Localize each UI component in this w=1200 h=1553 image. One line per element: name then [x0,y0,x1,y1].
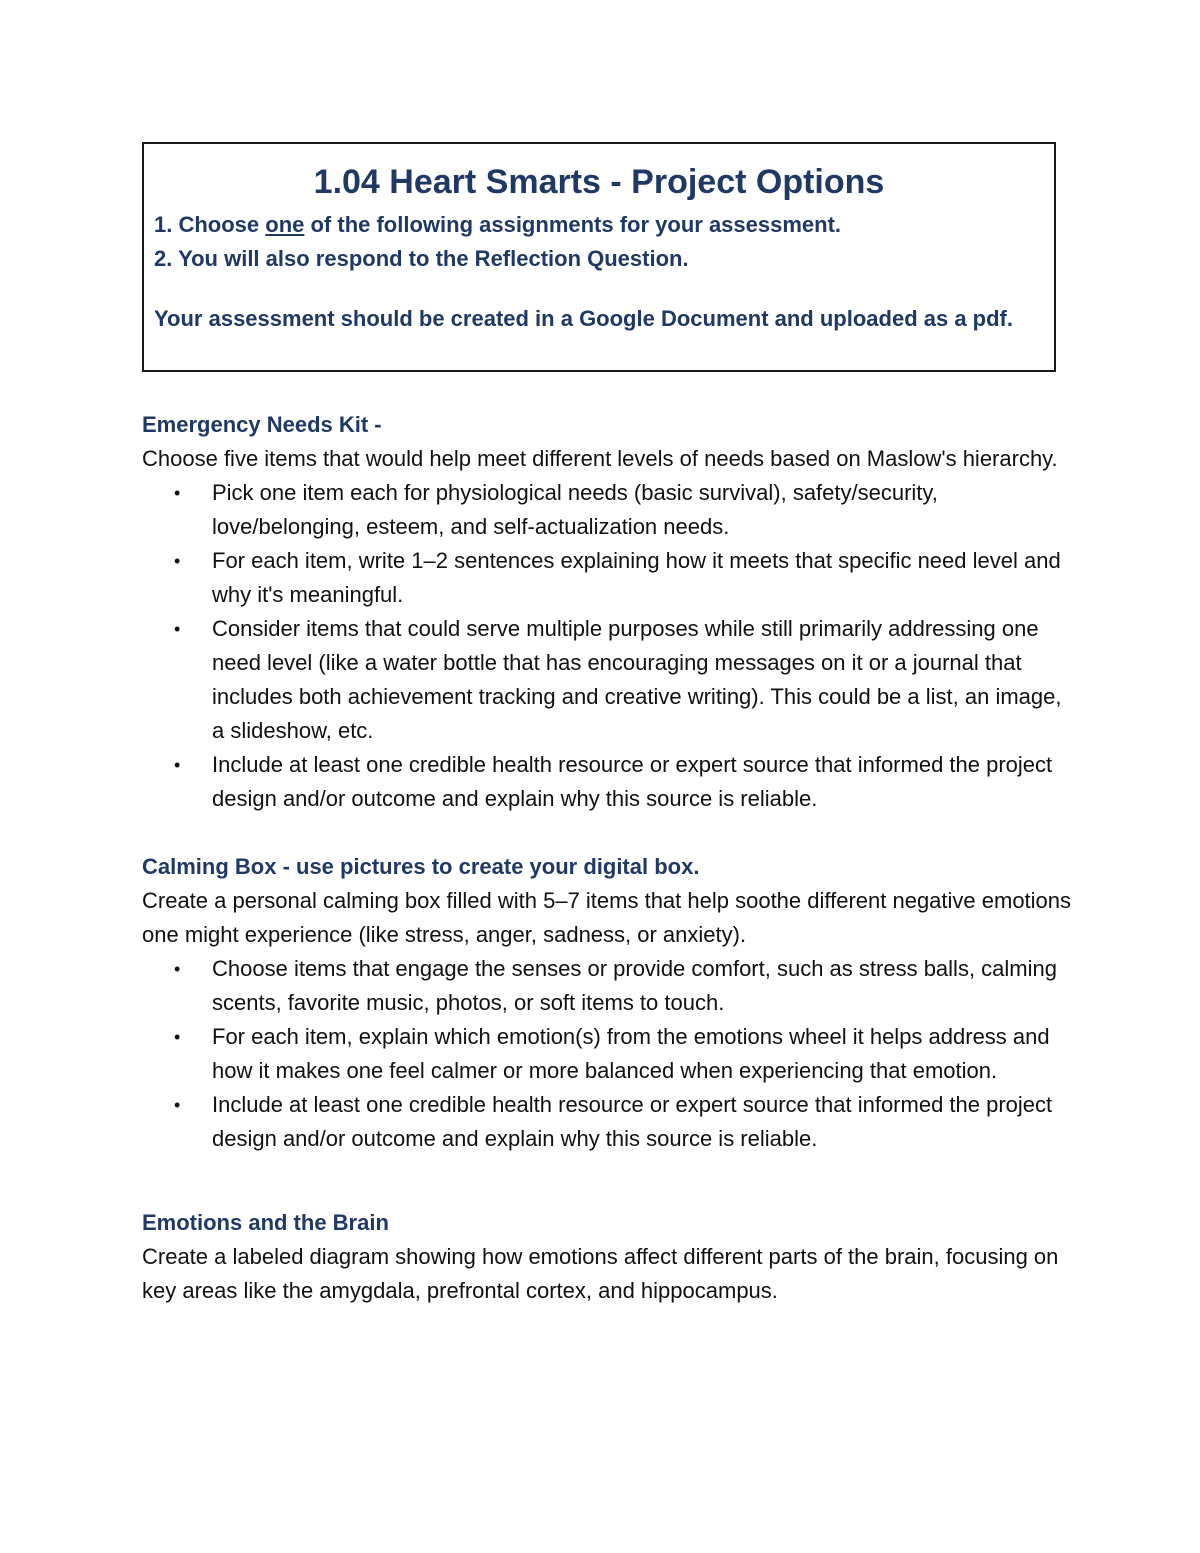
section-description: Create a personal calming box filled with 5–7 items that help soothe different negative emotions one might experience (like stress, anger, sadness, or anxiety). [142,888,1072,947]
bullet-icon: • [174,959,181,979]
section-description: Choose five items that would help meet different levels of needs based on Maslow's hierarchy. [142,446,1058,471]
list-item-text: For each item, write 1–2 sentences explaining how it meets that specific need level and why it's meaningful. [212,548,1061,607]
instruction-line-1 [154,208,1044,242]
section-heading: Emotions and the Brain [142,1210,389,1235]
instructions-box [142,142,1056,372]
section-description: Create a labeled diagram showing how emotions affect different parts of the brain, focusing on key areas like the amygdala, prefrontal cortex, and hippocampus. [142,1244,1059,1303]
list-item [142,1088,1072,1156]
list-item-text: Choose items that engage the senses or provide comfort, such as stress balls, calming scents, favorite music, photos, or soft items to touch. [212,956,1057,1015]
list-item [142,748,1072,816]
bullet-icon: • [174,1095,181,1115]
list-item-text: Include at least one credible health resource or expert source that informed the project design and/or outcome and explain why this source is reliable. [212,752,1053,811]
list-item [142,1020,1072,1088]
list-item-text: Pick one item each for physiological needs (basic survival), safety/security, love/belonging, esteem, and self-actualization needs. [212,480,938,539]
section-calming-box [142,850,1072,1156]
box-spacer [154,276,1044,302]
bullet-list [142,476,1072,816]
list-item-text: Consider items that could serve multiple purposes while still primarily addressing one need level (like a water bottle that has encouraging messages on it or a journal that includes both achievement tracking and creative writing). This could be a list, an image, a slideshow, etc. [212,616,1062,743]
bullet-list [142,952,1072,1156]
page-title: 1.04 Heart Smarts - Project Options [313,163,885,201]
bullet-icon: • [174,551,181,571]
document-body [142,408,1072,1308]
bullet-icon: • [174,755,181,775]
instruction-line-1-underlined: one [265,212,305,237]
section-emotions-and-the-brain [142,1206,1072,1308]
bullet-icon: • [174,483,181,503]
section-spacer [142,816,1072,850]
section-emergency-needs-kit [142,408,1072,816]
list-item [142,544,1072,612]
bullet-icon: • [174,619,181,639]
instruction-line-1-suffix: of the following assignments for your assessment. [304,212,842,237]
list-item [142,476,1072,544]
instruction-line-1-prefix: 1. Choose [154,212,266,237]
section-spacer [142,1156,1072,1206]
instruction-line-3: Your assessment should be created in a Google Document and uploaded as a pdf. [154,306,1013,331]
list-item [142,612,1072,748]
list-item-text: For each item, explain which emotion(s) from the emotions wheel it helps address and how it makes one feel calmer or more balanced when experiencing that emotion. [212,1024,1050,1083]
bullet-icon: • [174,1027,181,1047]
section-heading: Calming Box - use pictures to create your digital box. [142,854,700,879]
section-heading: Emergency Needs Kit - [142,412,382,437]
list-item-text: Include at least one credible health resource or expert source that informed the project design and/or outcome and explain why this source is reliable. [212,1092,1053,1151]
list-item [142,952,1072,1020]
instruction-line-2: 2. You will also respond to the Reflection Question. [154,246,689,271]
